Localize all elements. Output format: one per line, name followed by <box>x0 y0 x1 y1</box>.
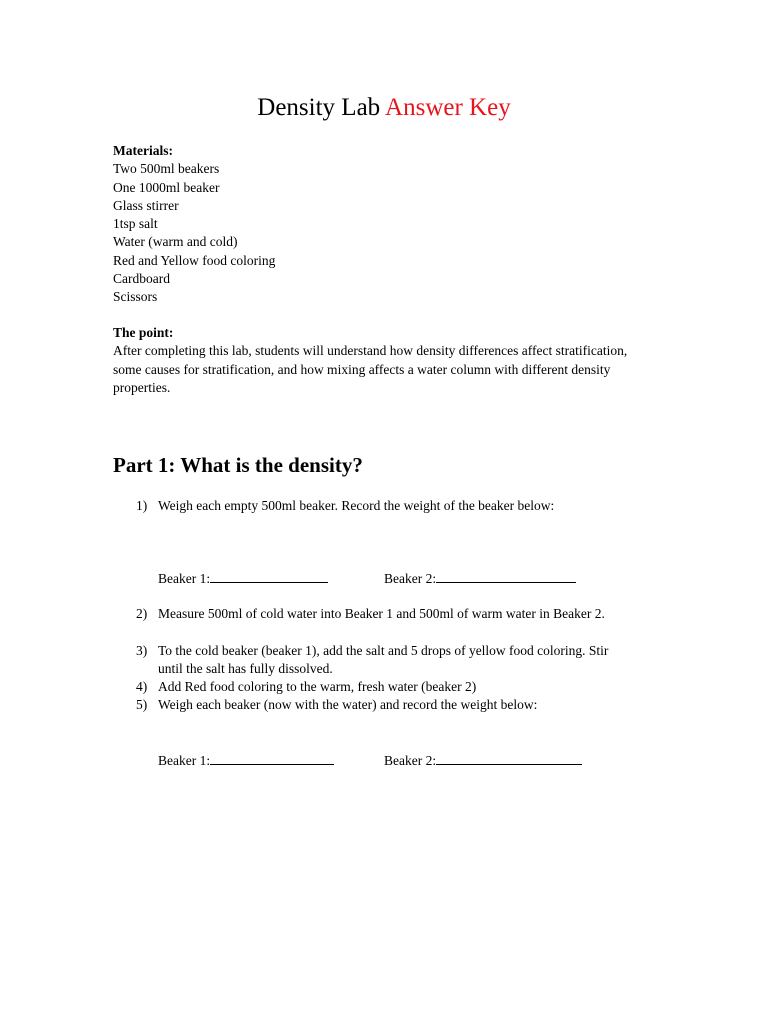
answer-blank[interactable] <box>210 569 328 583</box>
materials-item: Water (warm and cold) <box>113 234 238 250</box>
step-number: 1) <box>136 498 148 513</box>
beaker1-weight-field[interactable] <box>158 751 334 770</box>
blank-label: Beaker 2: <box>384 753 437 768</box>
materials-heading: Materials: <box>113 143 173 158</box>
point-section <box>113 324 673 397</box>
answer-blank[interactable] <box>436 569 576 583</box>
blank-label: Beaker 1: <box>158 753 211 768</box>
materials-item: Cardboard <box>113 271 170 287</box>
beaker1-weight-field[interactable] <box>158 569 328 588</box>
step-number: 5) <box>136 697 148 712</box>
step-number: 4) <box>136 679 148 694</box>
answer-blank[interactable] <box>210 751 334 765</box>
materials-item: 1tsp salt <box>113 216 158 232</box>
blank-label: Beaker 1: <box>158 571 211 586</box>
step-number: 2) <box>136 606 148 621</box>
materials-section <box>113 142 673 307</box>
blank-label: Beaker 2: <box>384 571 437 586</box>
title-main: Density Lab <box>257 94 381 121</box>
step-text: Weigh each beaker (now with the water) and record the weight below: <box>158 697 538 712</box>
title-accent: Answer Key <box>385 94 511 121</box>
materials-item: One 1000ml beaker <box>113 179 220 195</box>
beaker2-weight-field[interactable] <box>384 569 576 588</box>
beaker2-weight-field[interactable] <box>384 751 582 770</box>
materials-item: Scissors <box>113 289 158 305</box>
materials-item: Two 500ml beakers <box>113 161 220 177</box>
step-text: Weigh each empty 500ml beaker. Record the weight of the beaker below: <box>158 498 555 513</box>
step-text: To the cold beaker (beaker 1), add the salt and 5 drops of yellow food coloring. Stir until the salt has fully dissolved. <box>158 643 609 677</box>
point-heading: The point: <box>113 325 174 340</box>
point-paragraph: After completing this lab, students will understand how density differences affect stratification, some causes for stratification, and how mixing affects a water column with different density properties. <box>113 343 628 395</box>
answer-blank[interactable] <box>436 751 582 765</box>
step-number: 3) <box>136 643 148 658</box>
step-text: Measure 500ml of cold water into Beaker 1 and 500ml of warm water in Beaker 2. <box>158 606 605 621</box>
part1-title: Part 1: What is the density? <box>113 453 363 477</box>
step-text: Add Red food coloring to the warm, fresh water (beaker 2) <box>158 679 477 694</box>
materials-item: Red and Yellow food coloring <box>113 252 276 268</box>
materials-item: Glass stirrer <box>113 197 179 213</box>
page-title <box>0 90 768 126</box>
